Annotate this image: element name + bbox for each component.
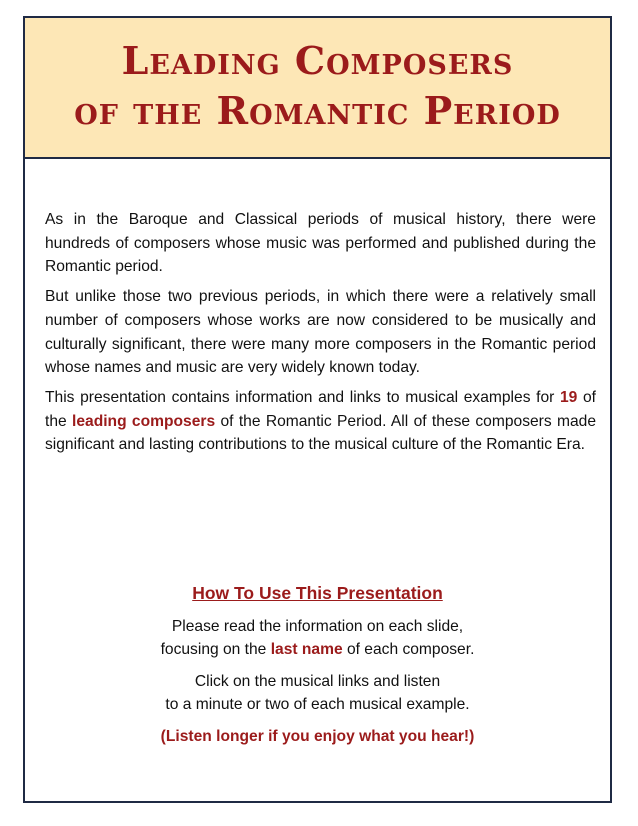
how-to-closing: (Listen longer if you enjoy what you hear!) (160, 728, 475, 745)
how-to-line-3: Click on the musical links and listen (194, 673, 441, 690)
how-to-line-1: Please read the information on each slide, (171, 618, 464, 635)
how-to-line-4: to a minute or two of each musical example. (165, 696, 470, 713)
last-name-emphasis: last name (270, 641, 343, 658)
intro-p3-text-2: of the (45, 388, 596, 430)
page-title-line-1: Leading Composers (121, 38, 514, 83)
how-to-section (25, 581, 610, 757)
intro-p3-text-3: of the Romantic Period. All of these composers made significant and lasting contributions to the musical culture of the Romantic Era. (45, 412, 596, 454)
page-title-line-2: of the Romantic Period (74, 88, 561, 133)
page-frame (23, 16, 612, 803)
intro-paragraph-1: As in the Baroque and Classical periods of musical history, there were hundreds of composers whose music was performed and published during the Romantic period. (45, 211, 596, 276)
intro-text (45, 208, 596, 463)
leading-composers-emphasis: leading composers (72, 412, 216, 430)
how-to-line-2-text-1: focusing on the (160, 641, 271, 658)
intro-paragraph-3 (45, 386, 596, 457)
intro-p3-text-1: This presentation contains information and links to musical examples for (45, 388, 560, 406)
how-to-instruction-2 (25, 670, 610, 716)
how-to-line-2-text-2: of each composer. (342, 641, 475, 658)
title-banner (25, 18, 610, 159)
intro-paragraph-2: But unlike those two previous periods, in which there were a relatively small number of composers whose works are now considered to be musically and culturally significant, there were many more composers in the Romantic period whose names and music are very widely known today. (45, 288, 596, 377)
how-to-instruction-1 (25, 615, 610, 661)
composer-count: 19 (559, 388, 578, 406)
how-to-heading: How To Use This Presentation (192, 583, 443, 603)
